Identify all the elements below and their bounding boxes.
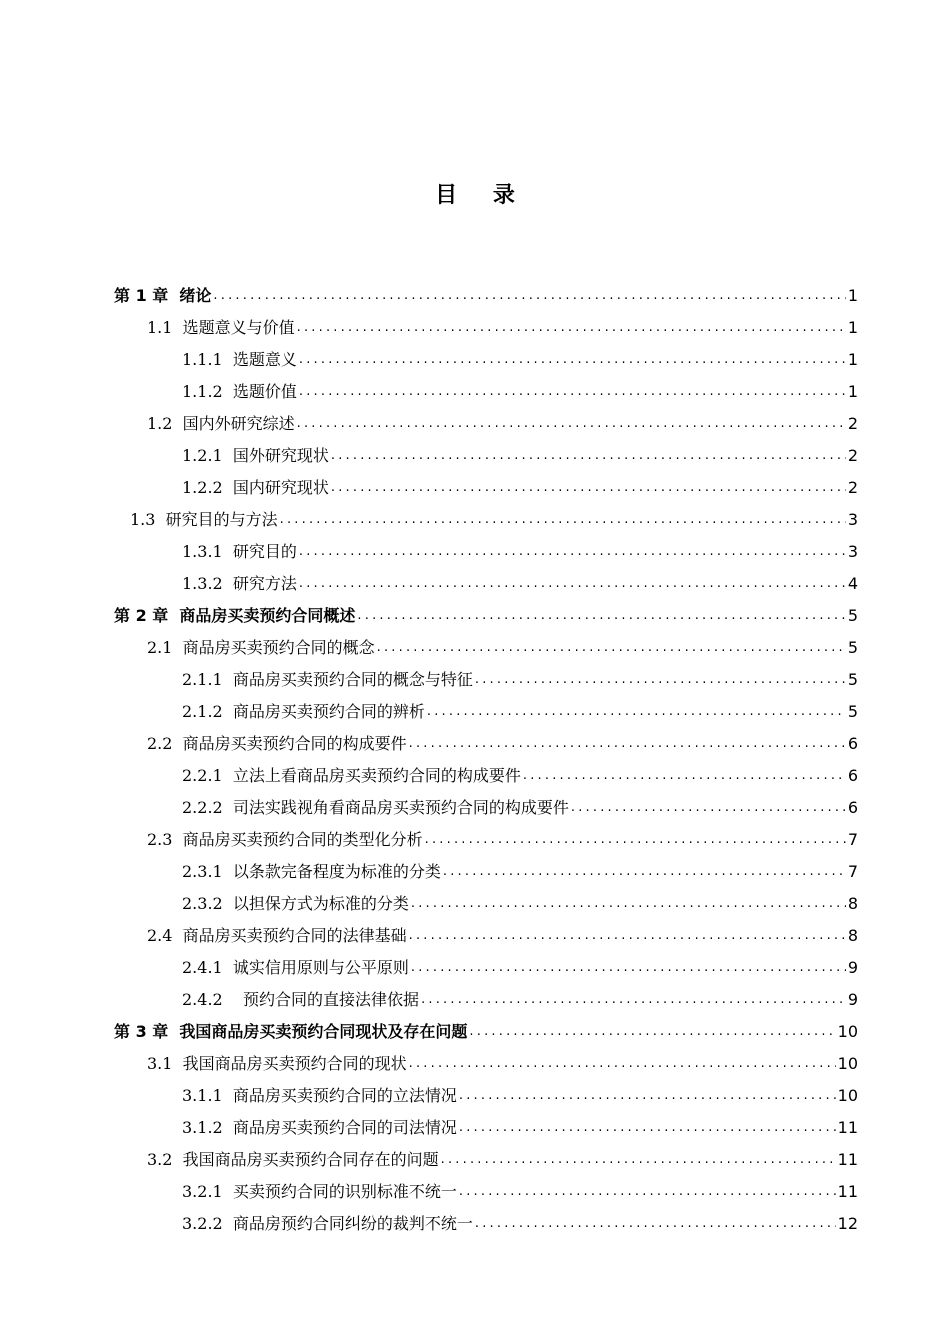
dot-leader xyxy=(459,1118,836,1138)
toc-entry-text: 第 1 章 绪论 xyxy=(114,286,212,305)
toc-page-number: 5 xyxy=(847,702,858,721)
toc-entry-text: 1.3 研究目的与方法 xyxy=(130,510,278,529)
toc-entry[interactable] xyxy=(147,1140,858,1170)
dot-leader xyxy=(459,1086,836,1106)
toc-entry[interactable] xyxy=(114,276,858,306)
toc-page-number: 1 xyxy=(847,382,858,401)
toc-entry-text: 3.1 我国商品房买卖预约合同的现状 xyxy=(147,1054,407,1073)
dot-leader xyxy=(459,1182,836,1202)
toc-entry-text: 3.2.2 商品房预约合同纠纷的裁判不统一 xyxy=(182,1214,473,1233)
toc-page-number: 10 xyxy=(837,1086,858,1105)
toc-page-number: 3 xyxy=(847,510,858,529)
toc-entry-text: 1.3.2 研究方法 xyxy=(182,574,297,593)
dot-leader xyxy=(357,606,845,626)
dot-leader xyxy=(299,542,846,562)
dot-leader xyxy=(299,382,846,402)
toc-entry-text: 2.1.1 商品房买卖预约合同的概念与特征 xyxy=(182,670,473,689)
toc-entry-text: 1.1 选题意义与价值 xyxy=(147,318,295,337)
dot-leader xyxy=(377,638,846,658)
dot-leader xyxy=(425,830,846,850)
toc-page-number: 8 xyxy=(847,926,858,945)
dot-leader xyxy=(331,446,846,466)
toc-entry-text: 2.3.2 以担保方式为标准的分类 xyxy=(182,894,409,913)
toc-entry[interactable] xyxy=(182,884,858,914)
toc-entry[interactable] xyxy=(182,788,858,818)
toc-page-number: 2 xyxy=(847,414,858,433)
toc-entry-text: 2.4 商品房买卖预约合同的法律基础 xyxy=(147,926,407,945)
dot-leader xyxy=(213,286,845,306)
toc-entry-text: 1.2.2 国内研究现状 xyxy=(182,478,329,497)
dot-leader xyxy=(475,1214,836,1234)
toc-entry[interactable] xyxy=(147,404,858,434)
toc-page-number: 2 xyxy=(847,446,858,465)
toc-entry-text: 2.2 商品房买卖预约合同的构成要件 xyxy=(147,734,407,753)
toc-entry[interactable] xyxy=(114,596,858,626)
toc-entry-text: 1.1.1 选题意义 xyxy=(182,350,297,369)
toc-page-number: 12 xyxy=(837,1214,858,1233)
toc-entry[interactable] xyxy=(182,1076,858,1106)
toc-page-number: 10 xyxy=(837,1054,858,1073)
dot-leader xyxy=(299,574,846,594)
toc-page-number: 1 xyxy=(847,286,858,305)
toc-entry[interactable] xyxy=(182,564,858,594)
dot-leader xyxy=(571,798,846,818)
toc-entry[interactable] xyxy=(114,1012,858,1042)
dot-leader xyxy=(421,990,846,1010)
toc-page-number: 6 xyxy=(847,798,858,817)
toc-page-number: 11 xyxy=(837,1150,858,1169)
toc-entry[interactable] xyxy=(182,980,858,1010)
toc-title: 目 录 xyxy=(435,183,529,208)
toc-entry[interactable] xyxy=(182,692,858,722)
toc-entry-text: 3.1.2 商品房买卖预约合同的司法情况 xyxy=(182,1118,457,1137)
toc-entry-text: 1.2 国内外研究综述 xyxy=(147,414,295,433)
dot-leader xyxy=(443,862,846,882)
toc-entry-text: 2.3.1 以条款完备程度为标准的分类 xyxy=(182,862,441,881)
toc-page-number: 6 xyxy=(847,734,858,753)
toc-entry-text: 3.2.1 买卖预约合同的识别标准不统一 xyxy=(182,1182,457,1201)
toc-entry[interactable] xyxy=(182,340,858,370)
dot-leader xyxy=(427,702,846,722)
toc-entry-text: 3.2 我国商品房买卖预约合同存在的问题 xyxy=(147,1150,439,1169)
dot-leader xyxy=(411,894,846,914)
toc-entry[interactable] xyxy=(182,436,858,466)
toc-page-number: 11 xyxy=(837,1118,858,1137)
toc-entry[interactable] xyxy=(147,916,858,946)
toc-page-number: 8 xyxy=(847,894,858,913)
toc-entry-text: 2.1 商品房买卖预约合同的概念 xyxy=(147,638,375,657)
toc-page-number: 7 xyxy=(847,862,858,881)
toc-entry[interactable] xyxy=(182,948,858,978)
toc-page-number: 4 xyxy=(847,574,858,593)
toc-entry-text: 1.3.1 研究目的 xyxy=(182,542,297,561)
toc-page-number: 3 xyxy=(847,542,858,561)
toc-entry[interactable] xyxy=(147,628,858,658)
toc-page-number: 1 xyxy=(847,318,858,337)
toc-page-number: 5 xyxy=(847,606,858,625)
toc-entry[interactable] xyxy=(182,1204,858,1234)
toc-page-number: 9 xyxy=(847,990,858,1009)
toc-entry[interactable] xyxy=(182,1108,858,1138)
dot-leader xyxy=(469,1022,835,1042)
toc-page-number: 2 xyxy=(847,478,858,497)
toc-entry[interactable] xyxy=(182,1172,858,1202)
toc-entry[interactable] xyxy=(147,724,858,754)
dot-leader xyxy=(297,318,846,338)
dot-leader xyxy=(409,1054,836,1074)
toc-page-number: 5 xyxy=(847,638,858,657)
dot-leader xyxy=(409,926,846,946)
dot-leader xyxy=(411,958,846,978)
toc-entry[interactable] xyxy=(182,852,858,882)
toc-page-number: 7 xyxy=(847,830,858,849)
dot-leader xyxy=(299,350,846,370)
toc-entry[interactable] xyxy=(147,308,858,338)
toc-entry[interactable] xyxy=(147,1044,858,1074)
toc-entry-text: 2.4.2 预约合同的直接法律依据 xyxy=(182,990,420,1009)
toc-entry-text: 1.1.2 选题价值 xyxy=(182,382,297,401)
toc-entry[interactable] xyxy=(182,756,858,786)
toc-page-number: 1 xyxy=(847,350,858,369)
dot-leader xyxy=(297,414,846,434)
toc-entry[interactable] xyxy=(130,500,858,530)
toc-entry[interactable] xyxy=(147,820,858,850)
toc-entry-text: 第 3 章 我国商品房买卖预约合同现状及存在问题 xyxy=(114,1022,468,1041)
toc-entry-text: 第 2 章 商品房买卖预约合同概述 xyxy=(114,606,356,625)
toc-entry[interactable] xyxy=(182,468,858,498)
toc-entry-text: 2.1.2 商品房买卖预约合同的辨析 xyxy=(182,702,425,721)
toc-page-number: 11 xyxy=(837,1182,858,1201)
toc-entry-text: 2.4.1 诚实信用原则与公平原则 xyxy=(182,958,409,977)
dot-leader xyxy=(523,766,846,786)
toc-entry-text: 2.2.1 立法上看商品房买卖预约合同的构成要件 xyxy=(182,766,521,785)
toc-page-number: 5 xyxy=(847,670,858,689)
dot-leader xyxy=(280,510,846,530)
dot-leader xyxy=(475,670,846,690)
toc-page-number: 6 xyxy=(847,766,858,785)
dot-leader xyxy=(441,1150,836,1170)
dot-leader xyxy=(331,478,846,498)
toc-page-number: 9 xyxy=(847,958,858,977)
toc-entry-text: 1.2.1 国外研究现状 xyxy=(182,446,329,465)
dot-leader xyxy=(409,734,846,754)
toc-entry[interactable] xyxy=(182,660,858,690)
toc-page-number: 10 xyxy=(837,1022,858,1041)
toc-entry-text: 3.1.1 商品房买卖预约合同的立法情况 xyxy=(182,1086,457,1105)
toc-entry-text: 2.3 商品房买卖预约合同的类型化分析 xyxy=(147,830,423,849)
toc-entry-text: 2.2.2 司法实践视角看商品房买卖预约合同的构成要件 xyxy=(182,798,569,817)
toc-entry[interactable] xyxy=(182,372,858,402)
toc-entry[interactable] xyxy=(182,532,858,562)
